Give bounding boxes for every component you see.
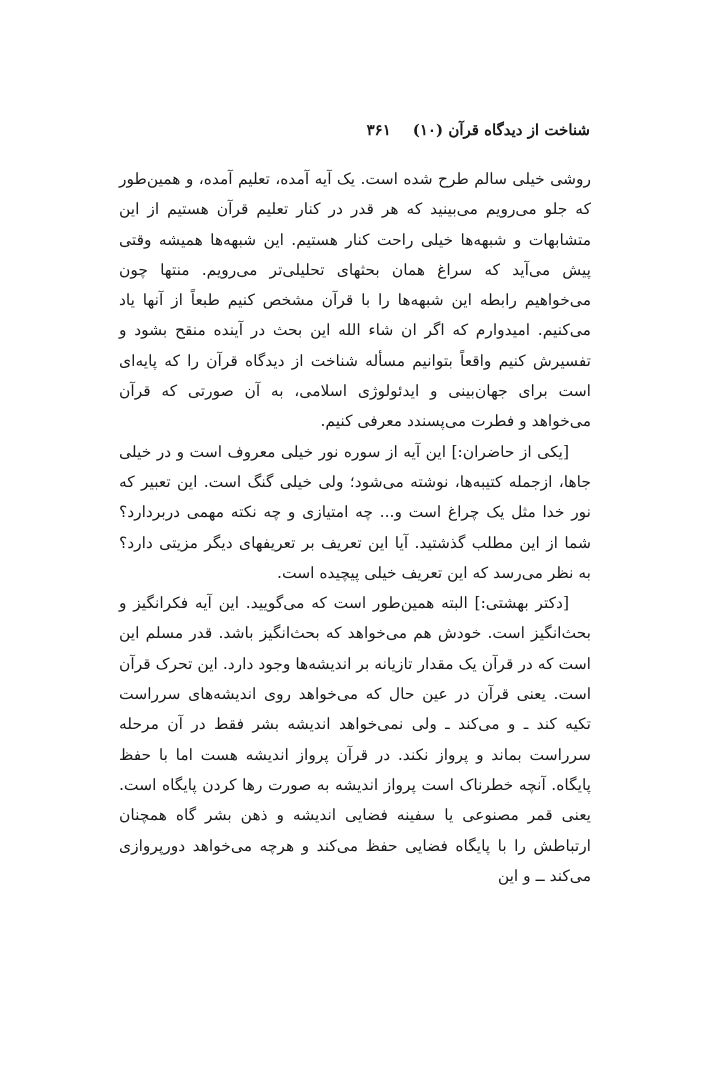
paragraph-1: روشی خیلی سالم طرح شده است. یک آیه آمده، تعلیم آمده، و همین‌طور که جلو می‌رویم می‌بینید که هر قدر در کنار تعلیم قرآن هستیم از این متشابهات و شبهه‌ها خیلی راحت کنار هستیم. این شبهه‌ها همیشه وقتی پیش می‌آید که سراغ همان بحثهای تحلیلی‌تر می‌رویم. منتها چون می‌خواهیم رابطه این شبهه‌ها را با قرآن مشخص کنیم طبعاً از آنها یاد می‌کنیم. امیدوارم که اگر ان شاء الله این بحث در آینده منقح بشود و تفسیرش کنیم واقعاً بتوانیم مسأله شناخت از دیدگاه قرآن را که پایه‌ای است برای جهان‌بینی و ایدئولوژی اسلامی، به آن صورتی که قرآن می‌خواهد و فطرت می‌پسندد معرفی کنیم.	[119, 170, 591, 431]
chapter-title: شناخت از دیدگاه قرآن (۱۰)	[412, 121, 590, 139]
paragraph-2: [یکی از حاضران:] این آیه از سوره نور خیلی معروف است و در خیلی جاها، ازجمله کتیبه‌ها، نوشته می‌شود؛ ولی خیلی گنگ است. این تعبیر که نور خدا مثل یک چراغ است و... چه امتیازی و چه نکته مهمی دربردارد؟ شما از این مطلب گذشتید. آیا این تعریف بر تعریفهای دیگر مزیتی دارد؟ به نظر می‌رسد که این تعریف خیلی پیچیده است.	[119, 442, 591, 582]
running-header	[120, 116, 590, 144]
body-text	[119, 164, 591, 891]
paragraph-3: [دکتر بهشتی:] البته همین‌طور است که می‌گویید. این آیه فکرانگیز و بحث‌انگیز است. خودش هم می‌خواهد که بحث‌انگیز باشد. قدر مسلم این است که در قرآن یک مقدار تازیانه بر اندیشه‌ها وجود دارد. این تحرک قرآن است. یعنی قرآن در عین حال که می‌خواهد روی اندیشه‌های سرراست تکیه کند ـ و می‌کند ـ ولی نمی‌خواهد اندیشه بشر فقط در آن مرحله سرراست بماند و پرواز نکند. در قرآن پرواز اندیشه هست اما با حفظ پایگاه. آنچه خطرناک است پرواز اندیشه به صورت رها کردن پایگاه است. یعنی قمر مصنوعی یا سفینه فضایی اندیشه و ذهن بشر گاه همچنان ارتباطش را با پایگاه فضایی حفظ می‌کند و هرچه می‌خواهد دورپروازی می‌کند ــ و این	[119, 594, 591, 885]
page-number: ۳۶۱	[366, 121, 391, 139]
